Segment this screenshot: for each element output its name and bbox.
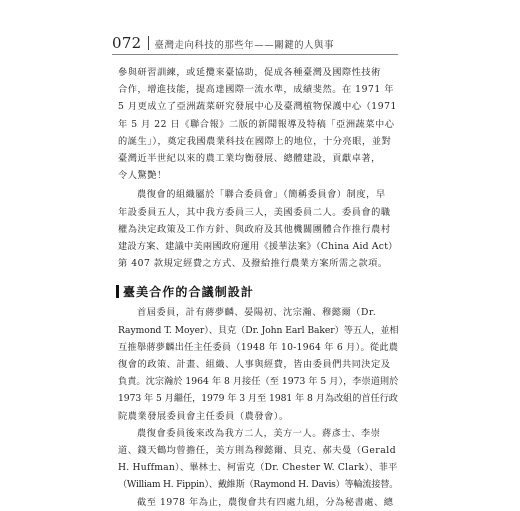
section-heading: [116, 282, 398, 300]
text-line: 負責。沈宗瀚於 1964 年 8 月接任（至 1973 年 5 月），李崇道則於: [118, 376, 399, 388]
text-line: 參與研習訓練，或延攬來臺協助，促成各種臺灣及國際性技術: [118, 67, 381, 78]
text-line: 建設方案、建議中美兩國政府運用《援華法案》（China Aid Act）: [118, 241, 398, 253]
text-line: Raymond T. Moyer）、貝克（Dr. John Earl Baker）等五人，並相: [118, 324, 399, 336]
text-line: 合作，增進技能，提高達國際一流水準，成績斐然。在 1971 年: [118, 84, 394, 96]
text-line: 首屆委員，計有蔣夢麟、晏陽初、沈宗瀚、穆懿爾（Dr.: [137, 307, 377, 319]
text-line: 1973 年 5 月繼任，1979 年 3 月至 1981 年 8 月為改組的首任行政: [118, 393, 398, 405]
paragraph: [118, 186, 398, 272]
text-line: （William H. Fippin）、戴維斯（Raymond H. Davis）等輪流接替。: [118, 479, 399, 491]
running-header: [112, 34, 412, 54]
text-line: 的誕生」），奠定我國農業科技在國際上的地位，十分亮眼，並對: [118, 135, 392, 147]
text-line: 第 407 款規定經費之方式、及撥給推行農業方案所需之款項。: [118, 258, 388, 270]
book-title: 臺灣走向科技的那些年——關鍵的人與事: [154, 40, 335, 51]
text-line: 臺灣近半世紀以來的農工業均衡發展、總體建設，貢獻卓著，: [118, 153, 381, 165]
text-line: H. Huffman）、畢林士、柯雷克（Dr. Chester W. Clark）、菲平: [118, 462, 398, 474]
body-text: [118, 64, 398, 511]
paragraph: [118, 494, 398, 511]
text-line: 5 月更成立了亞洲蔬菜研究發展中心及臺灣植物保護中心（1971: [118, 101, 397, 113]
text-line: 互推舉蔣夢麟出任主任委員（1948 年 10-1964 年 6 月）。從此農: [118, 341, 399, 353]
text-line: 年設委員五人，其中我方委員三人，美國委員二人。委員會的職: [118, 206, 391, 218]
text-line: 令人驚艷！: [118, 170, 167, 182]
text-line: 年 5 月 22 日《聯合報》二版的新聞報導及特稿「亞洲蔬菜中心: [118, 118, 395, 130]
paragraph: [118, 64, 398, 184]
heading-bar-icon: [116, 285, 119, 298]
text-line: 截至 1978 年為止，農復會共有四處九組，分為秘書處、總: [137, 496, 394, 508]
paragraph: [118, 304, 398, 424]
header-divider: [148, 36, 149, 50]
page-number: 072: [112, 34, 142, 52]
section-title: 臺美合作的合議制設計: [123, 284, 255, 299]
text-line: 復會的政策、計畫、組織、人事與經費，皆由委員們共同決定及: [118, 359, 391, 371]
header-rule: [112, 54, 398, 55]
paragraph: [118, 425, 398, 494]
text-line: 道、錢天鶴均曾擔任，美方則為穆懿爾、貝克、郝夫曼（Gerald: [118, 445, 397, 457]
text-line: 農復會的組織屬於「聯合委員會」（簡稱委員會）制度，早: [137, 189, 386, 201]
text-line: 院農業發展委員會主任委員（農發會）。: [118, 410, 289, 422]
text-line: 權為決定政策及工作方針、與政府及其他機關團體合作推行農村: [118, 223, 391, 235]
text-line: 農復會委員後來改為我方二人，美方一人。蔣彥士、李崇: [137, 427, 381, 439]
